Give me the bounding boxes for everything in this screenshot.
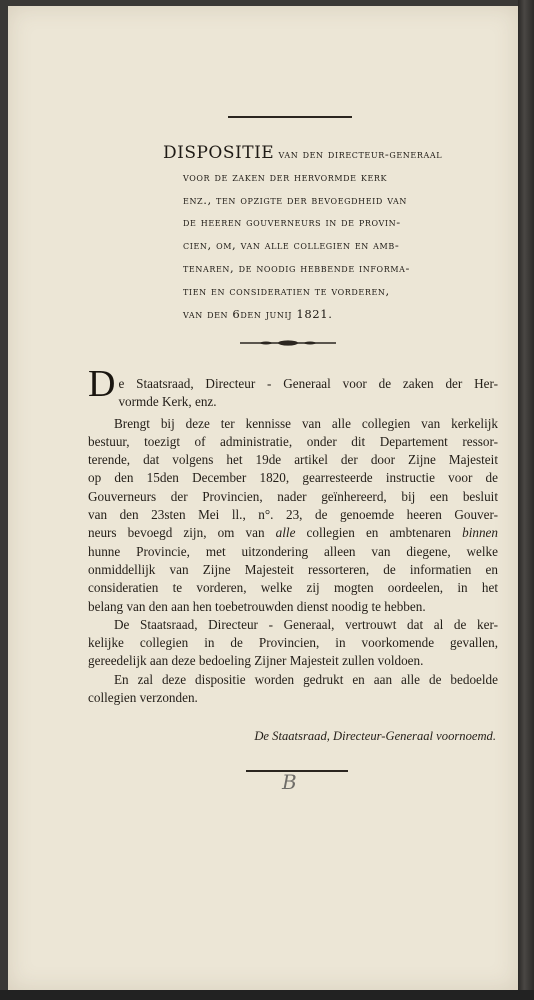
heading-first-word: DISPOSITIE bbox=[163, 143, 275, 163]
body-line: gereedelijk aan deze bedoeling Zijner Majesteit zullen voldoen. bbox=[88, 653, 424, 669]
page-mark: B bbox=[282, 770, 297, 794]
bottom-rule bbox=[246, 770, 348, 772]
heading-line: enz., ten opzigte der bevoegdheid van bbox=[183, 192, 408, 207]
body-line: hunne Provincie, met uitzondering alleen van diegene, welke bbox=[88, 543, 498, 559]
body-line: consideratien te vorderen, welke zij mogten oordeelen, in het bbox=[88, 580, 498, 596]
body-line: op den 15den December 1820, gearresteerde instructie voor de bbox=[88, 470, 498, 486]
body-line: terende, dat volgens het 19de artikel der door Zijne Majesteit bbox=[88, 452, 498, 468]
book-edge bbox=[518, 0, 534, 1000]
page-bottom-border bbox=[0, 990, 534, 1000]
body-line: bestuur, toezigt of administratie, onder dit Departement ressor- bbox=[88, 433, 498, 449]
body-line: Gouverneurs der Provincien, nader geïnhereerd, bij een besluit bbox=[88, 488, 498, 504]
heading-line: voor de zaken der hervormde kerk bbox=[183, 169, 388, 184]
body-line: belang van den aan hen toebetrouwden dienst noodig te hebben. bbox=[88, 598, 426, 614]
body-lead-line: e Staatsraad, Directeur - Generaal voor de zaken der Her- bbox=[118, 376, 498, 391]
body-line: van den 23sten Mei ll., n°. 23, de genoemde heeren Gouver- bbox=[88, 507, 498, 523]
body-line: En zal deze dispositie worden gedrukt en aan alle de bedoelde bbox=[114, 671, 498, 687]
top-rule bbox=[228, 116, 352, 118]
body-line: neurs bevoegd zijn, om van alle collegien en ambtenaren binnen bbox=[88, 525, 498, 541]
body-line: Brengt bij deze ter kennisse van alle collegien van kerkelijk bbox=[114, 415, 498, 431]
emphasis-binnen: binnen bbox=[462, 525, 498, 541]
heading-line: tien en consideratien te vorderen, bbox=[183, 283, 390, 298]
heading-line: DISPOSITIE van den directeur-generaal bbox=[163, 143, 443, 163]
body-line: onmiddellijk van Zijne Majesteit ressorteren, de informatien en bbox=[88, 561, 498, 577]
body-line: kelijke collegien in de Provincien, in voorkomende gevallen, bbox=[88, 635, 498, 651]
document-body bbox=[88, 365, 498, 707]
body-lead-line: vormde Kerk, enz. bbox=[118, 394, 217, 410]
body-line: collegien verzonden. bbox=[88, 690, 198, 706]
emphasis-alle: alle bbox=[275, 525, 296, 541]
heading-line: tenaren, de noodig hebbende informa- bbox=[183, 260, 411, 275]
heading-line: de heeren gouverneurs in de provin- bbox=[183, 215, 401, 230]
document-heading bbox=[163, 142, 498, 325]
ornament-divider bbox=[238, 338, 338, 348]
drop-cap: D bbox=[88, 363, 116, 405]
body-line: De Staatsraad, Directeur - Generaal, vertrouwt dat al de ker- bbox=[114, 616, 498, 632]
heading-line: van den 6den junij 1821. bbox=[183, 306, 333, 321]
signature-line: De Staatsraad, Directeur-Generaal voornoemd. bbox=[254, 729, 496, 743]
heading-line: cien, om, van alle collegien en amb- bbox=[183, 238, 400, 253]
